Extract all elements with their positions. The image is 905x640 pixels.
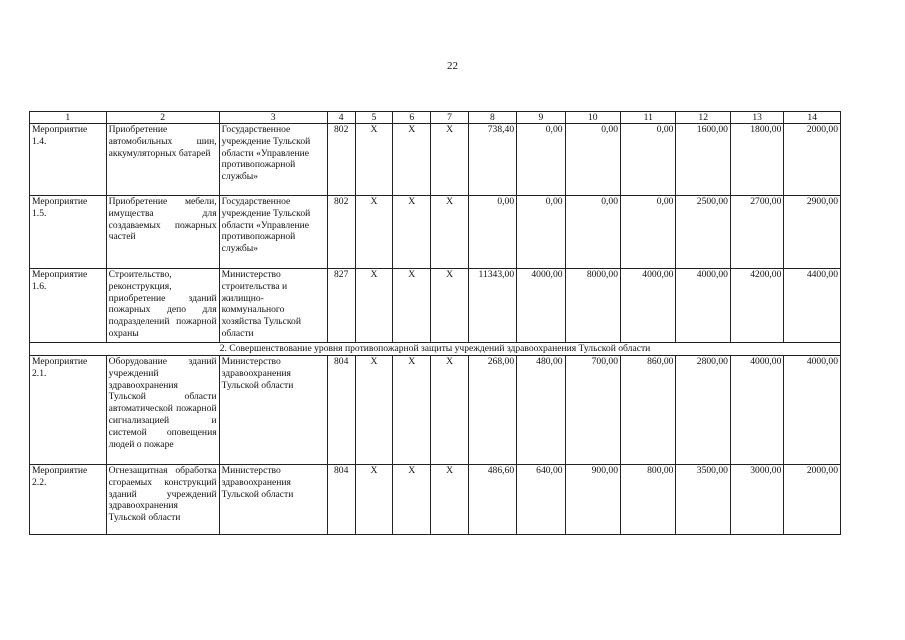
amount-cell: 1800,00 xyxy=(730,124,783,196)
column-header: 7 xyxy=(431,112,468,124)
program-table xyxy=(29,111,841,535)
table-row xyxy=(30,465,841,535)
table-row xyxy=(30,196,841,269)
description-cell: Приобретение мебели, имущества для создаваемых пожарных частей xyxy=(106,196,219,269)
amount-cell: 2700,00 xyxy=(730,196,783,269)
column-header: 5 xyxy=(355,112,392,124)
amount-cell: 860,00 xyxy=(621,356,676,465)
description-cell: Огнезащитная обработка сгораемых конструкций зданий учреждений здравоохранения Тульской области xyxy=(106,465,219,535)
mark-cell: X xyxy=(355,356,392,465)
column-header: 9 xyxy=(517,112,565,124)
amount-cell: 738,40 xyxy=(468,124,516,196)
code-cell: 802 xyxy=(327,124,355,196)
amount-cell: 3000,00 xyxy=(730,465,783,535)
amount-cell: 4000,00 xyxy=(784,356,841,465)
column-header: 4 xyxy=(327,112,355,124)
column-header: 12 xyxy=(676,112,730,124)
amount-cell: 2800,00 xyxy=(676,356,730,465)
mark-cell: X xyxy=(355,269,392,343)
amount-cell: 4000,00 xyxy=(621,269,676,343)
column-header: 13 xyxy=(730,112,783,124)
column-header: 10 xyxy=(565,112,620,124)
amount-cell: 0,00 xyxy=(517,196,565,269)
amount-cell: 700,00 xyxy=(565,356,620,465)
description-cell: Строительство, реконструкция, приобретение зданий пожарных депо для подразделений пожарной охраны xyxy=(106,269,219,343)
amount-cell: 0,00 xyxy=(517,124,565,196)
code-cell: 804 xyxy=(327,356,355,465)
mark-cell: X xyxy=(431,196,468,269)
mark-cell: X xyxy=(393,269,431,343)
column-header: 1 xyxy=(30,112,107,124)
section-row xyxy=(30,343,841,356)
code-cell: 804 xyxy=(327,465,355,535)
column-header: 6 xyxy=(393,112,431,124)
page-number: 22 xyxy=(447,60,458,72)
table-body xyxy=(30,112,841,535)
executor-cell: Министерство здравоохранения Тульской области xyxy=(219,465,327,535)
amount-cell: 4400,00 xyxy=(784,269,841,343)
executor-cell: Государственное учреждение Тульской области «Управление противопожарной службы» xyxy=(219,196,327,269)
mark-cell: X xyxy=(393,356,431,465)
amount-cell: 3500,00 xyxy=(676,465,730,535)
amount-cell: 4000,00 xyxy=(730,356,783,465)
column-header: 2 xyxy=(106,112,219,124)
mark-cell: X xyxy=(355,196,392,269)
column-header: 14 xyxy=(784,112,841,124)
code-cell: 802 xyxy=(327,196,355,269)
description-cell: Оборудование зданий учреждений здравоохранения Тульской области автоматической пожарной сигнализацией и системой оповещения людей о пожаре xyxy=(106,356,219,465)
event-cell: Мероприятие 1.4. xyxy=(30,124,107,196)
mark-cell: X xyxy=(393,124,431,196)
table-row xyxy=(30,269,841,343)
mark-cell: X xyxy=(355,124,392,196)
amount-cell: 640,00 xyxy=(517,465,565,535)
event-cell: Мероприятие 2.2. xyxy=(30,465,107,535)
code-cell: 827 xyxy=(327,269,355,343)
event-cell: Мероприятие 1.6. xyxy=(30,269,107,343)
amount-cell: 800,00 xyxy=(621,465,676,535)
amount-cell: 480,00 xyxy=(517,356,565,465)
mark-cell: X xyxy=(393,196,431,269)
description-cell: Приобретение автомобильных шин, аккумуляторных батарей xyxy=(106,124,219,196)
amount-cell: 0,00 xyxy=(468,196,516,269)
event-cell: Мероприятие 1.5. xyxy=(30,196,107,269)
amount-cell: 0,00 xyxy=(621,124,676,196)
amount-cell: 0,00 xyxy=(621,196,676,269)
section-title: 2. Совершенствование уровня противопожарной защиты учреждений здравоохранения Тульской области xyxy=(30,343,841,356)
amount-cell: 2000,00 xyxy=(784,465,841,535)
amount-cell: 4000,00 xyxy=(517,269,565,343)
event-cell: Мероприятие 2.1. xyxy=(30,356,107,465)
table-row xyxy=(30,124,841,196)
column-number-row xyxy=(30,112,841,124)
amount-cell: 8000,00 xyxy=(565,269,620,343)
mark-cell: X xyxy=(393,465,431,535)
amount-cell: 2500,00 xyxy=(676,196,730,269)
amount-cell: 1600,00 xyxy=(676,124,730,196)
table-row xyxy=(30,356,841,465)
amount-cell: 4200,00 xyxy=(730,269,783,343)
amount-cell: 11343,00 xyxy=(468,269,516,343)
executor-cell: Министерство строительства и жилищно-коммунального хозяйства Тульской области xyxy=(219,269,327,343)
amount-cell: 0,00 xyxy=(565,124,620,196)
amount-cell: 268,00 xyxy=(468,356,516,465)
column-header: 3 xyxy=(219,112,327,124)
mark-cell: X xyxy=(431,465,468,535)
amount-cell: 2000,00 xyxy=(784,124,841,196)
executor-cell: Государственное учреждение Тульской области «Управление противопожарной службы» xyxy=(219,124,327,196)
executor-cell: Министерство здравоохранения Тульской области xyxy=(219,356,327,465)
mark-cell: X xyxy=(431,356,468,465)
amount-cell: 900,00 xyxy=(565,465,620,535)
amount-cell: 0,00 xyxy=(565,196,620,269)
column-header: 8 xyxy=(468,112,516,124)
amount-cell: 2900,00 xyxy=(784,196,841,269)
mark-cell: X xyxy=(355,465,392,535)
amount-cell: 486,60 xyxy=(468,465,516,535)
amount-cell: 4000,00 xyxy=(676,269,730,343)
mark-cell: X xyxy=(431,269,468,343)
mark-cell: X xyxy=(431,124,468,196)
column-header: 11 xyxy=(621,112,676,124)
